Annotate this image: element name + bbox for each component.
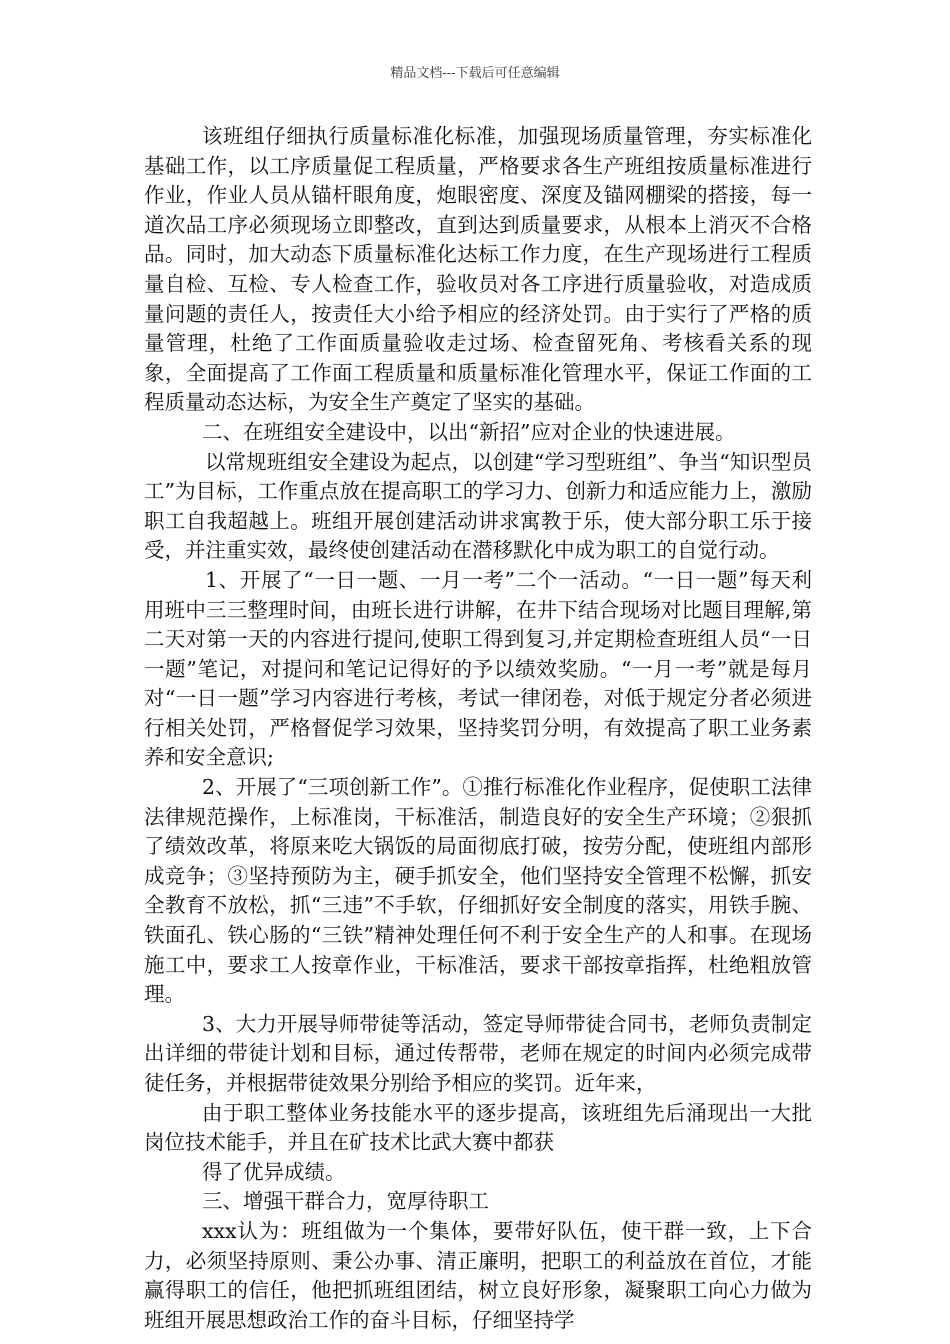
paragraph-unity: xxx认为：班组做为一个集体，要带好队伍，使干群一致，上下合力，必须坚持原则、秉公办事、清正廉明，把职工的利益放在首位，才能赢得职工的信任，他把抓班组团结，树立良好形象，凝聚职工向心力做为班组开展思想政治工作的奋斗目标，仔细坚持学	[144, 1218, 812, 1332]
paragraph-quality-management: 该班组仔细执行质量标准化标准，加强现场质量管理，夯实标准化基础工作，以工序质量促工程质量，严格要求各生产班组按质量标准进行作业，作业人员从锚杆眼角度，炮眼密度、深度及锚网棚梁的搭接，每一道次品工序必须现场立即整改，直到达到质量要求，从根本上消灭不合格品。同时，加大动态下质量标准化达标工作力度，在生产现场进行工程质量自检、互检、专人检查工作，验收员对各工序进行质量验收，对造成质量问题的责任人，按责任大小给予相应的经济处罚。由于实行了严格的质量管理，杜绝了工作面质量验收走过场、检查留死角、考核看关系的现象，全面提高了工作面工程质量和质量标准化管理水平，保证工作面的工程质量动态达标，为安全生产奠定了坚实的基础。	[144, 124, 812, 415]
document-body	[144, 122, 812, 1335]
paragraph-item-1: 1、开展了“一日一题、一月一考”二个一活动。“一日一题”每天利用班中三三整理时间，由班长进行讲解，在井下结合现场对比题目理解,第二天对第一天的内容进行提问,使职工得到复习,并定期检查班组人员“一日一题”笔记，对提问和笔记记得好的予以绩效奖励。“一月一考”就是每月对“一日一题”学习内容进行考核，考试一律闭卷，对低于规定分者必须进行相关处罚，严格督促学习效果，坚持奖罚分明，有效提高了职工业务素养和安全意识;	[144, 567, 812, 770]
paragraph-item-2: 2、开展了“三项创新工作”。①推行标准化作业程序，促使职工法律法律规范操作，上标准岗，干标准活，制造良好的安全生产环境；②狠抓了绩效改革，将原来吃大锅饭的局面彻底打破，按劳分配，使班组内部形成竞争；③坚持预防为主，硬手抓安全，他们坚持安全管理不松懈，抓安全教育不放松，抓“三违”不手软，仔细抓好安全制度的落实，用铁手腕、铁面孔、铁心肠的“三铁”精神处理任何不利于安全生产的人和事。在现场施工中，要求工人按章作业，干标准活，要求干部按章指挥，杜绝粗放管理。	[144, 775, 812, 1007]
page-header: 精品文档---下载后可任意编辑	[390, 66, 560, 81]
paragraph-learning-team: 以常规班组安全建设为起点，以创建“学习型班组”、争当“知识型员工”为目标，工作重点放在提高职工的学习力、创新力和适应能力上，激励职工自我超越上。班组开展创建活动讲求寓教于乐，使大部分职工乐于接受，并注重实效，最终使创建活动在潜移默化中成为职工的自觉行动。	[144, 449, 812, 563]
section-heading-2: 二、在班组安全建设中，以出“新招”应对企业的快速进展。	[202, 419, 736, 444]
paragraph-item-3: 3、大力开展导师带徒等活动，签定导师带徒合同书，老师负责制定出详细的带徒计划和目标，通过传帮带，老师在规定的时间内必须完成带徒任务，并根据带徒效果分别给予相应的奖罚。近年来，	[144, 1011, 812, 1095]
paragraph-results: 得了优异成绩。	[202, 1159, 346, 1184]
section-heading-3: 三、增强干群合力，宽厚待职工	[202, 1189, 489, 1214]
paragraph-skills: 由于职工整体业务技能水平的逐步提高，该班组先后涌现出一大批岗位技术能手，并且在矿技术比武大赛中都获	[144, 1100, 812, 1155]
